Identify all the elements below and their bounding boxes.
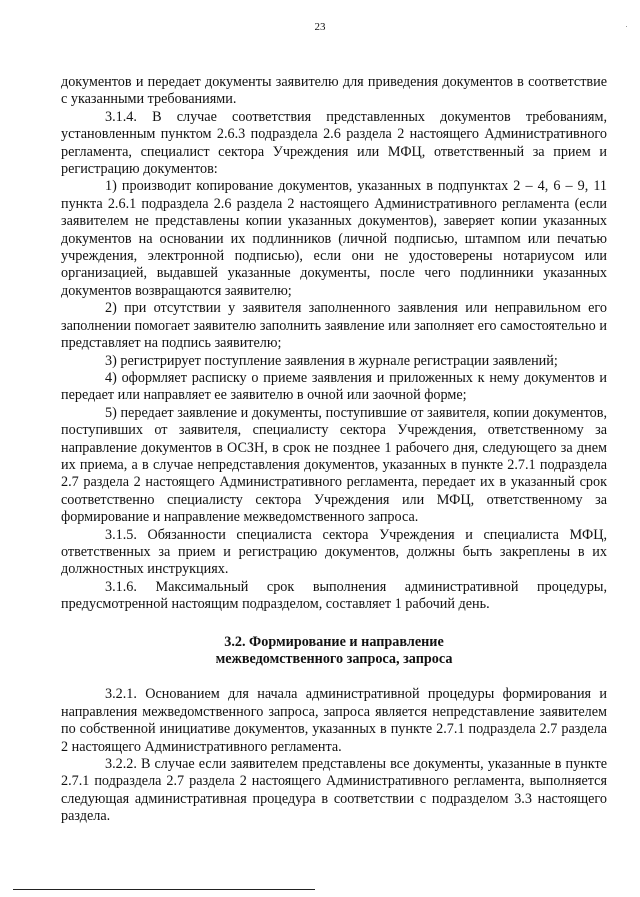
section-heading-line-2: межведомственного запроса, запроса <box>215 651 453 667</box>
document-body <box>61 74 607 826</box>
list-item-4: 4) оформляет расписку о приеме заявления и приложенных к нему документов и передает или направляет ее заявителю в очной или заочной форме; <box>61 369 607 404</box>
scan-speck <box>626 26 627 27</box>
list-item-3: 3) регистрирует поступление заявления в журнале регистрации заявлений; <box>105 352 558 369</box>
paragraph-3-1-6: 3.1.6. Максимальный срок выполнения административной процедуры, предусмотренной настоящим подразделом, составляет 1 рабочий день. <box>61 578 607 613</box>
list-item-2: 2) при отсутствии у заявителя заполненного заявления или неправильном его заполнении помогает заявителю заполнить заявление или заполняет его самостоятельно и представляет на подпись заявителю; <box>61 300 607 352</box>
list-item-5: 5) передает заявление и документы, поступившие от заявителя, копии документов, поступивших от заявителя, специалисту сектора Учреждения, ответственному за направление документов в ОСЗН, в срок не позднее 1 рабочего дня, следующего за днем их приема, а в случае непредставления документов, указанных в пункте 2.7.1 подраздела 2.7 раздела 2 настоящего Административного регламента, передает их в указанный срок соответственно специалисту сектора Учреждения или МФЦ, ответственному за формирование и направление межведомственного запроса. <box>61 404 607 526</box>
footer-rule <box>13 889 315 890</box>
list-item-1: 1) производит копирование документов, указанных в подпунктах 2 – 4, 6 – 9, 11 пункта 2.6.1 подраздела 2.6 раздела 2 настоящего Административного регламента (если заявителем не представлены копии указанных документов), заверяет копии указанных документов на основании их подлинников (личной подписью, штампом или печатью учреждения, электронной подписью), если они не удостоверены нотариусом или организацией, выдавшей указанные документы, после чего подлинники указанных документов возвращаются заявителю; <box>61 178 607 299</box>
paragraph-continuation: документов и передает документы заявителю для приведения документов в соответствие с указанными требованиями. <box>61 74 607 108</box>
paragraph-3-1-4: 3.1.4. В случае соответствия представленных документов требованиям, установленным пунктом 2.6.3 подраздела 2.6 раздела 2 настоящего Административного регламента, специалист сектора Учреждения или МФЦ, ответственный за прием и регистрацию документов: <box>61 108 607 178</box>
page-number: 23 <box>314 21 326 33</box>
paragraph-3-1-5: 3.1.5. Обязанности специалиста сектора Учреждения и специалиста МФЦ, ответственных за прием и регистрацию документов, должны быть закреплены в их должностных инструкциях. <box>61 526 607 578</box>
section-heading-line-1: 3.2. Формирование и направление <box>224 633 444 650</box>
paragraph-3-2-1: 3.2.1. Основанием для начала административной процедуры формирования и направления межведомственного запроса, запроса является непредставление заявителем по собственной инициативе документов, указанных в пункте 2.7.1 подраздела 2.7 раздела 2 настоящего Административного регламента. <box>61 686 607 755</box>
paragraph-3-2-2: 3.2.2. В случае если заявителем представлены все документы, указанные в пункте 2.7.1 подраздела 2.7 раздела 2 настоящего Административного регламента, выполняется следующая административная процедура в соответствии с подразделом 3.3 настоящего раздела. <box>61 756 607 825</box>
section-heading <box>61 634 607 669</box>
